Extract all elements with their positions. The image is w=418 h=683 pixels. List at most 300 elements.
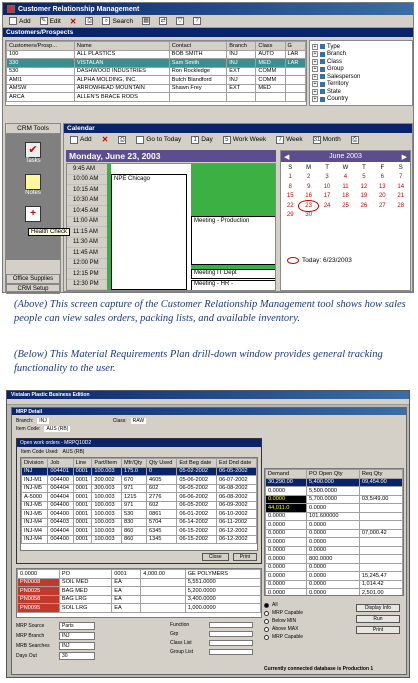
table-row[interactable] xyxy=(266,512,403,521)
day-cell[interactable]: 27 xyxy=(378,202,386,209)
column-header[interactable]: Est Beg date xyxy=(177,459,217,468)
day-cell[interactable]: 13 xyxy=(378,183,386,190)
form-field[interactable]: Parts xyxy=(59,622,95,630)
week-row xyxy=(281,192,410,202)
table-row[interactable] xyxy=(18,578,261,587)
table-cell: EA xyxy=(112,604,141,613)
table-cell: 0.0000 xyxy=(18,570,60,579)
day-cell[interactable]: 4 xyxy=(343,174,348,181)
radio-label: MRP Capable xyxy=(272,610,304,616)
column-header[interactable]: Mfr/Qty xyxy=(122,459,147,468)
calendar-icon: 5 xyxy=(223,136,231,144)
table-cell: 830 xyxy=(122,518,147,527)
tree-item-label: State xyxy=(327,88,342,95)
table-row[interactable] xyxy=(22,484,257,493)
filter-row xyxy=(170,631,260,637)
column-header[interactable]: Division xyxy=(22,459,48,468)
table-cell: PO xyxy=(59,570,111,579)
today-ring-icon xyxy=(287,257,299,264)
popup-close-button[interactable]: Close xyxy=(202,553,229,561)
time-slot: 11:15 AM xyxy=(67,227,107,238)
column-header[interactable]: Qty Used xyxy=(147,459,177,468)
column-header[interactable]: Customers/Prosp... xyxy=(7,42,75,51)
column-header[interactable]: PO Open Qty xyxy=(306,470,359,479)
class-value[interactable]: RAW xyxy=(132,418,145,424)
table-row[interactable] xyxy=(22,510,257,519)
tasks-label: Tasks xyxy=(25,158,41,164)
radio-option[interactable] xyxy=(264,618,354,624)
table-cell: 06-08-2002 xyxy=(216,484,256,493)
form-field[interactable]: INJ xyxy=(59,642,95,650)
crm-toolbar xyxy=(3,15,413,28)
table-cell: 971 xyxy=(122,484,147,493)
day-view xyxy=(66,163,276,291)
table-cell: 06-15-2002 xyxy=(177,535,217,544)
table-row[interactable] xyxy=(266,538,403,547)
day-title: Monday, June 23, 2003 xyxy=(66,150,276,162)
popup-item-label: Item Code Used: xyxy=(21,449,59,455)
grid-button[interactable] xyxy=(139,16,153,26)
expand-icon[interactable]: + xyxy=(313,66,317,73)
table-cell: COMM xyxy=(256,67,285,76)
table-cell: PN0058 xyxy=(18,595,60,604)
column-header[interactable]: Line xyxy=(73,459,92,468)
crm-title: Customer Relationship Management xyxy=(18,5,140,13)
day-cell[interactable]: 19 xyxy=(360,193,368,200)
table-row[interactable] xyxy=(7,67,306,76)
branch-label: Branch: xyxy=(16,418,34,424)
table-cell: 0.0000 xyxy=(266,563,307,572)
folder-icon xyxy=(320,59,325,64)
day-cell[interactable]: 8 xyxy=(288,183,292,190)
print-icon: ⎙ xyxy=(119,136,125,143)
table-cell: 5,200.0000 xyxy=(185,587,260,596)
caption-below: (Below) This Material Requirements Plan drill-down window provides general tracking functionality to the user. xyxy=(14,349,383,374)
popup-item-row xyxy=(17,447,261,457)
link-icon: ⇄ xyxy=(160,18,166,24)
search-button[interactable] xyxy=(99,16,136,26)
radio-option[interactable] xyxy=(264,626,354,632)
day-cell[interactable]: 1 xyxy=(288,174,292,181)
table-cell: 800.0000 xyxy=(306,555,359,564)
expand-icon[interactable]: + xyxy=(313,73,317,80)
table-cell: INJ xyxy=(22,467,48,476)
table-cell: 0861 xyxy=(147,510,177,519)
print-icon: ⎙ xyxy=(352,136,358,143)
table-row[interactable] xyxy=(18,604,261,613)
table-cell: 06-09-2002 xyxy=(216,501,256,510)
tasks-tool[interactable] xyxy=(6,142,60,164)
month-button[interactable] xyxy=(310,135,344,145)
customers-header: Customers/Prospects xyxy=(3,28,413,37)
expand-icon[interactable]: + xyxy=(313,58,317,65)
day-label: Day xyxy=(201,136,213,143)
table-cell: 004400 xyxy=(48,510,73,519)
table-cell: INJ-M5 xyxy=(22,501,48,510)
column-header[interactable]: Class xyxy=(256,42,285,51)
tree-item[interactable] xyxy=(312,73,410,81)
table-cell: BAG MED xyxy=(59,587,111,596)
health-check-tooltip: Health Check xyxy=(28,228,70,236)
time-slot: 11:00 AM xyxy=(67,217,107,228)
filter-field[interactable] xyxy=(209,622,253,628)
table-cell xyxy=(359,555,402,564)
table-row[interactable] xyxy=(7,59,306,68)
grid-icon: ▦ xyxy=(143,18,149,24)
doc-icon xyxy=(9,17,17,25)
demand-grid-wrap xyxy=(264,468,404,596)
add-button[interactable] xyxy=(6,16,34,26)
table-cell: 530 xyxy=(122,510,147,519)
table-row[interactable] xyxy=(266,555,403,564)
week-row xyxy=(281,182,410,192)
table-row[interactable] xyxy=(266,487,403,496)
table-row[interactable] xyxy=(266,580,403,589)
table-row[interactable] xyxy=(18,587,261,596)
radio-icon xyxy=(264,627,269,632)
day-cell xyxy=(392,211,410,221)
table-cell: 004401 xyxy=(48,467,73,476)
form-row xyxy=(16,652,166,660)
table-cell: 1,000.0000 xyxy=(185,604,260,613)
filter-field[interactable] xyxy=(209,640,253,646)
mrp-inner-title: MRP Detail xyxy=(16,408,43,415)
radio-option[interactable] xyxy=(264,602,354,608)
item-code-value[interactable]: AUS (RB) xyxy=(46,426,69,432)
day-cell[interactable]: 3 xyxy=(325,174,329,181)
table-cell: 100.003 xyxy=(92,535,122,544)
table-cell xyxy=(141,578,185,587)
tree-item-label: Type xyxy=(327,43,341,50)
tree-item[interactable] xyxy=(312,96,410,104)
day-cell xyxy=(373,211,391,221)
expand-icon[interactable]: + xyxy=(313,96,317,103)
crm-setup-button[interactable]: CRM Setup xyxy=(6,284,60,294)
table-cell: 07,000.42 xyxy=(359,529,402,538)
calendar-icon xyxy=(136,136,144,144)
table-row[interactable] xyxy=(266,495,403,504)
day-cell[interactable]: 22 xyxy=(286,202,294,209)
table-cell: 100 xyxy=(7,50,75,59)
display-info-button[interactable]: Display Info xyxy=(356,604,400,612)
table-cell: PN0008 xyxy=(18,578,60,587)
cal-delete-button[interactable] xyxy=(99,134,112,145)
table-cell: MED xyxy=(256,84,285,93)
table-cell: INJ-M5 xyxy=(22,510,48,519)
tree-item-label: Branch xyxy=(327,51,347,58)
table-row[interactable] xyxy=(7,76,306,85)
column-header[interactable]: Demand xyxy=(266,470,307,479)
form-field[interactable]: 30 xyxy=(59,652,95,660)
table-row[interactable] xyxy=(7,50,306,59)
office-supplies-button[interactable]: Office Supplies xyxy=(6,274,60,284)
component-grid xyxy=(17,569,261,613)
next-month-icon[interactable]: ▶ xyxy=(401,153,407,161)
column-header[interactable]: Est Dnd date xyxy=(216,459,256,468)
day-cell[interactable]: 29 xyxy=(286,212,294,219)
day-cell[interactable]: 9 xyxy=(306,183,311,190)
today-link[interactable] xyxy=(287,257,352,264)
day-cell[interactable]: 5 xyxy=(362,174,366,181)
time-slot: 12:00 PM xyxy=(67,259,107,270)
table-cell: 100.003 xyxy=(92,501,122,510)
table-row[interactable] xyxy=(266,529,403,538)
table-cell: 100.003 xyxy=(92,527,122,536)
link-button[interactable] xyxy=(156,16,170,26)
table-row[interactable] xyxy=(18,595,261,604)
table-cell xyxy=(285,93,305,102)
table-cell: INJ-M4 xyxy=(22,527,48,536)
table-cell: 30,290.00 xyxy=(266,478,307,487)
table-cell: Sam Smith xyxy=(169,59,226,68)
expand-icon[interactable]: + xyxy=(313,43,317,50)
tree-item[interactable] xyxy=(312,66,410,74)
day-cell[interactable]: 26 xyxy=(360,202,368,209)
mrp-actions xyxy=(356,604,400,634)
tree-item[interactable] xyxy=(312,51,410,59)
appointment-npe-chicago[interactable] xyxy=(111,174,187,290)
day-cell[interactable]: 10 xyxy=(323,183,331,190)
cal-add-button[interactable] xyxy=(67,135,95,145)
expand-icon[interactable]: + xyxy=(313,81,317,88)
time-column xyxy=(67,164,107,291)
table-row[interactable] xyxy=(266,521,403,530)
branch-value[interactable]: INJ xyxy=(39,418,47,424)
weekday-label: T xyxy=(325,164,329,171)
table-cell: 530 xyxy=(7,67,75,76)
day-cell[interactable]: 14 xyxy=(397,183,405,190)
radio-icon xyxy=(264,611,269,616)
table-cell: 1345 xyxy=(147,535,177,544)
day-cell[interactable]: 25 xyxy=(342,202,349,209)
table-cell: 06-07-2002 xyxy=(216,476,256,485)
help-button[interactable] xyxy=(190,16,204,26)
table-row[interactable] xyxy=(266,504,403,513)
table-cell xyxy=(141,604,185,613)
tree-item[interactable] xyxy=(312,58,410,66)
x-icon: ✕ xyxy=(101,135,109,144)
tree-item[interactable] xyxy=(312,81,410,89)
calendar-panel xyxy=(63,123,413,292)
table-cell: 6345 xyxy=(147,527,177,536)
cal-print-icon-button[interactable] xyxy=(115,135,129,145)
table-cell: 2776 xyxy=(147,493,177,502)
table-row[interactable] xyxy=(7,84,306,93)
day-cell[interactable]: 17 xyxy=(323,193,331,200)
day-cell[interactable]: 16 xyxy=(305,193,312,200)
column-header[interactable]: Contact xyxy=(169,42,226,51)
popup-print-button[interactable]: Print xyxy=(233,553,257,561)
table-cell: INJ-M4 xyxy=(22,518,48,527)
filter-row xyxy=(170,622,260,628)
column-header[interactable]: Branch xyxy=(227,42,256,51)
table-cell: ARROWHEAD MOUNTAIN xyxy=(74,84,169,93)
table-cell: 100.003 xyxy=(92,493,122,502)
table-cell: 175.0 xyxy=(122,467,147,476)
day-cell[interactable]: 24 xyxy=(323,202,331,209)
time-slot: 12:15 PM xyxy=(67,269,107,280)
table-row[interactable] xyxy=(22,493,257,502)
table-row[interactable] xyxy=(7,93,306,102)
table-cell: 602 xyxy=(147,484,177,493)
mini-calendar xyxy=(280,150,411,291)
edit-button[interactable] xyxy=(37,16,64,26)
work-week-button[interactable] xyxy=(220,135,269,145)
health-check-tool[interactable] xyxy=(6,206,68,235)
radio-option[interactable] xyxy=(264,610,354,616)
table-row[interactable] xyxy=(266,589,403,597)
table-cell: 05-02-2002 xyxy=(177,467,217,476)
mrp-print-button[interactable]: Print xyxy=(356,626,400,634)
column-header[interactable]: Job xyxy=(48,459,73,468)
calendar-icon: 7 xyxy=(276,136,284,144)
mrp-title: Vistalan Plastic Business Edition xyxy=(11,392,90,398)
filter-field[interactable] xyxy=(209,631,253,637)
table-cell: INJ-M5 xyxy=(22,484,48,493)
day-cell[interactable]: 12 xyxy=(360,183,368,190)
day-cell xyxy=(318,211,336,221)
run-button[interactable]: Run xyxy=(356,615,400,623)
table-cell: 0001 xyxy=(73,535,92,544)
tree-item-label: Salesperson xyxy=(327,73,361,80)
radio-icon xyxy=(264,635,269,640)
table-row[interactable] xyxy=(266,563,403,572)
table-cell: 0.0000 xyxy=(266,529,307,538)
expand-icon[interactable]: + xyxy=(313,51,317,58)
folder-icon xyxy=(320,89,325,94)
appointment-label: Meeting - HR - xyxy=(194,281,234,287)
table-cell: 0.0000 xyxy=(306,580,359,589)
table-cell: 06-12-2002 xyxy=(216,535,256,544)
column-header[interactable]: G xyxy=(285,42,305,51)
appointment-it-dept[interactable] xyxy=(191,269,276,279)
table-cell: 0 xyxy=(147,467,177,476)
day-cell[interactable]: 21 xyxy=(397,193,405,200)
table-cell: SOIL MED xyxy=(59,578,111,587)
table-row[interactable] xyxy=(266,572,403,581)
table-cell: 0.0000 xyxy=(266,580,307,589)
filter-button[interactable] xyxy=(173,16,187,26)
table-row[interactable] xyxy=(22,527,257,536)
notes-tool[interactable] xyxy=(6,174,60,196)
time-slot: 9:45 AM xyxy=(67,164,107,175)
table-cell: 44,011.0 xyxy=(266,504,307,513)
day-cell[interactable]: 15 xyxy=(286,193,294,200)
column-header[interactable]: Part/Item xyxy=(92,459,122,468)
day-cell[interactable]: 20 xyxy=(378,193,386,200)
table-cell: Shawn Frey xyxy=(169,84,226,93)
form-row xyxy=(16,622,166,630)
day-cell[interactable]: 18 xyxy=(342,193,349,200)
status-bar: Currently connected database is Production 1 xyxy=(264,666,374,672)
free-lane-2 xyxy=(191,164,276,216)
table-cell: INJ xyxy=(227,59,256,68)
appointment-production[interactable] xyxy=(191,216,276,265)
tree-item[interactable] xyxy=(312,43,410,51)
table-cell xyxy=(227,93,256,102)
delete-button[interactable] xyxy=(67,16,80,27)
calendar-icon: 31 xyxy=(313,136,321,143)
notes-icon xyxy=(25,174,41,190)
day-cell[interactable]: 23 xyxy=(299,201,317,211)
table-cell: EA xyxy=(112,587,141,596)
class-label: Class: xyxy=(112,418,127,424)
day-cell[interactable]: 6 xyxy=(380,174,384,181)
tree-item[interactable] xyxy=(312,88,410,96)
table-cell: 0.0000 xyxy=(306,589,359,597)
table-cell: A-5000 xyxy=(22,493,48,502)
table-row[interactable] xyxy=(266,546,403,555)
filter-field[interactable] xyxy=(209,649,253,655)
appointment-hr[interactable] xyxy=(191,280,276,291)
weekday-label: T xyxy=(362,164,366,171)
table-cell: 0001 xyxy=(73,527,92,536)
customers-table-wrap xyxy=(5,40,307,106)
table-cell: 0.0000 xyxy=(266,538,307,547)
table-cell: 004404 xyxy=(48,493,73,502)
table-row[interactable] xyxy=(22,501,257,510)
week-button[interactable] xyxy=(273,135,306,145)
table-row[interactable] xyxy=(266,478,403,487)
table-cell xyxy=(285,76,305,85)
table-cell: EXT xyxy=(227,67,256,76)
table-row[interactable] xyxy=(22,467,257,476)
print-button[interactable] xyxy=(82,16,96,26)
table-cell: MED xyxy=(256,59,285,68)
table-cell: 4605 xyxy=(147,476,177,485)
table-cell: 4,000.00 xyxy=(141,570,185,579)
day-cell[interactable]: 7 xyxy=(399,174,403,181)
mrp-window xyxy=(6,390,410,678)
cal-print-button[interactable] xyxy=(348,135,362,145)
table-cell: 06-10-2002 xyxy=(216,510,256,519)
expand-icon[interactable]: + xyxy=(313,88,317,95)
day-cell[interactable]: 28 xyxy=(397,202,405,209)
day-cell[interactable]: 30 xyxy=(305,212,312,219)
column-header[interactable]: Name xyxy=(74,42,169,51)
day-cell xyxy=(355,211,373,221)
table-row[interactable] xyxy=(18,570,261,579)
form-row xyxy=(16,642,166,650)
day-cell[interactable]: 2 xyxy=(306,174,311,181)
prev-month-icon[interactable]: ◀ xyxy=(284,153,290,161)
go-to-today-button[interactable] xyxy=(133,135,184,145)
table-row[interactable] xyxy=(22,518,257,527)
table-cell: 0.0000 xyxy=(266,546,307,555)
radio-option[interactable] xyxy=(264,634,354,640)
table-cell: 06-08-2002 xyxy=(216,493,256,502)
form-field[interactable]: INJ xyxy=(59,632,95,640)
time-slot: 10:00 AM xyxy=(67,175,107,186)
table-row[interactable] xyxy=(22,535,257,544)
day-button[interactable] xyxy=(188,135,216,145)
folder-icon xyxy=(320,44,325,49)
mrp-radios xyxy=(264,602,354,662)
day-cell[interactable]: 11 xyxy=(342,183,349,190)
table-cell: 330 xyxy=(7,59,75,68)
folder-icon xyxy=(320,67,325,72)
customers-tree xyxy=(309,40,413,106)
form-label: Days Out xyxy=(16,653,37,659)
table-cell: 06-05-2002 xyxy=(177,501,217,510)
x-icon: ✕ xyxy=(69,16,77,26)
table-cell: ALPHA MOLDING, INC. xyxy=(74,76,169,85)
add-label: Add xyxy=(19,17,31,25)
table-row[interactable] xyxy=(22,476,257,485)
table-cell: 06-05-2002 xyxy=(177,484,217,493)
column-header[interactable]: Req Qty xyxy=(359,470,402,479)
caption-above: (Above) This screen capture of the Customer Relationship Management tool shows how sales people can view sales orders, packing lists, and available inventory. xyxy=(14,299,406,324)
